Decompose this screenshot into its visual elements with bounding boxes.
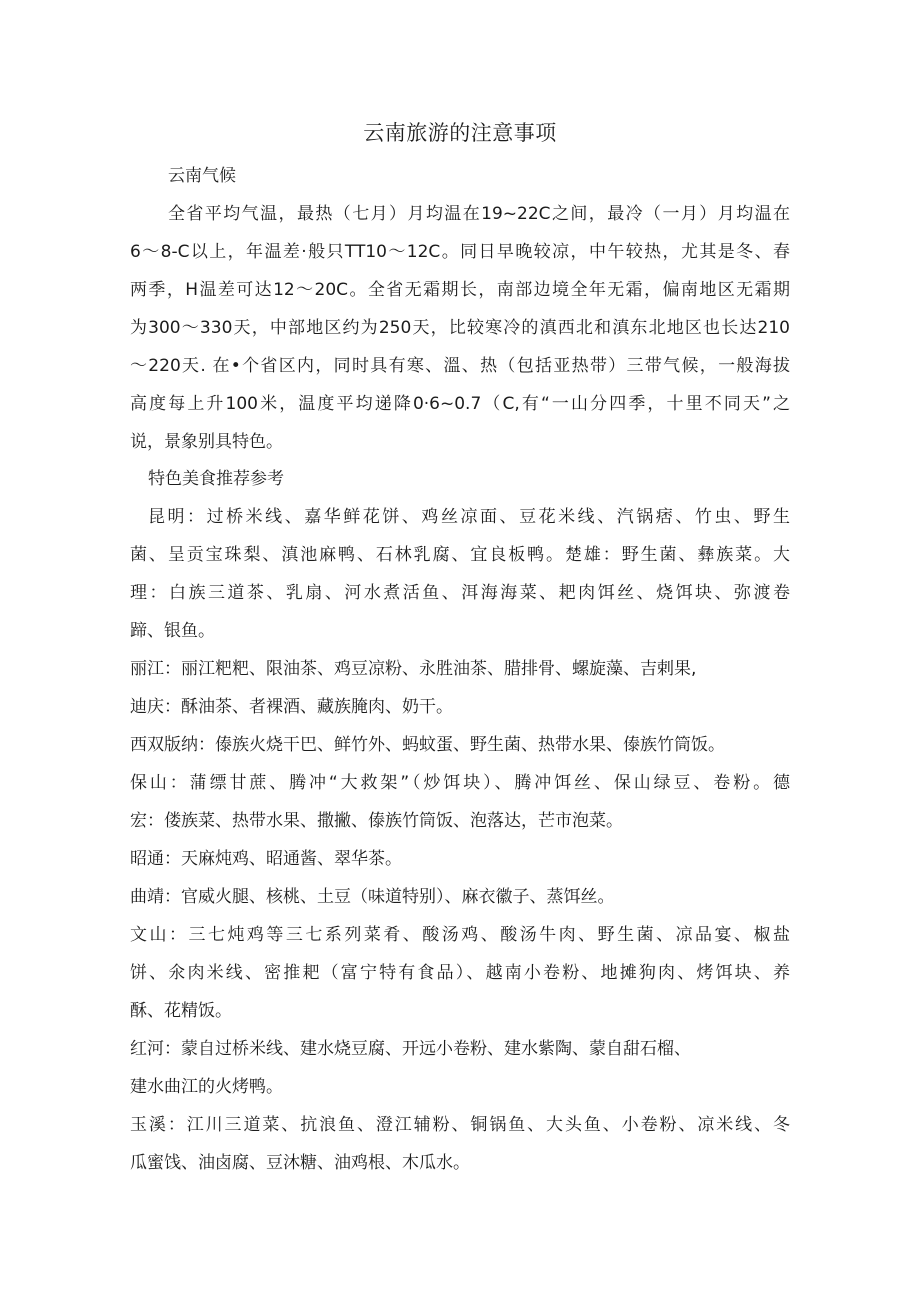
section-heading-food: 特色美食推荐参考 xyxy=(148,469,284,489)
food-list xyxy=(130,498,790,1182)
paragraph-line: 全省平均气温，最热（七月）月均温在19~22C之间，最冷（一月）月均温在 xyxy=(168,204,790,224)
document-title: 云南旅游的注意事项 xyxy=(363,121,557,145)
food-line: 酥、花精饭。 xyxy=(130,1001,232,1021)
food-line: 西双版纳：傣族火烧干巴、鲜竹外、蚂蚊蛋、野生菌、热带水果、傣族竹筒饭。 xyxy=(130,735,725,755)
food-line: 菌、呈贡宝珠梨、滇池麻鸭、石林乳腐、宜良板鸭。楚雄：野生菌、彝族菜。大 xyxy=(130,545,790,565)
paragraph-line: 6～8-C以上，年温差·般只TT10～12C。同日早晚较凉，中午较热，尤其是冬、春 xyxy=(130,242,790,262)
paragraph-line: ～220天. 在•个省区内，同时具有寒、溫、热（包括亚热带）三带气候，一般海拔 xyxy=(130,356,790,376)
food-line: 理：白族三道茶、乳扇、河水煮活鱼、洱海海菜、耙肉饵丝、烧饵块、弥渡卷 xyxy=(130,583,790,603)
food-line: 昆明：过桥米线、嘉华鲜花饼、鸡丝凉面、豆花米线、汽锅痞、竹虫、野生 xyxy=(148,507,790,527)
food-line: 饼、氽肉米线、密推耙（富宁特有食品）、越南小卷粉、地摊狗肉、烤饵块、养 xyxy=(130,963,790,983)
section-heading-climate: 云南气候 xyxy=(168,166,236,186)
food-line: 保山：蒲缥甘蔗、腾冲“大救架”（炒饵块）、腾冲饵丝、保山绿豆、卷粉。德 xyxy=(130,773,790,793)
food-line: 玉溪：江川三道菜、抗浪鱼、澄江辅粉、铜锅鱼、大头鱼、小卷粉、凉米线、冬 xyxy=(130,1115,790,1135)
food-line: 瓜蜜饯、油卤腐、豆沐糖、油鸡根、木瓜水。 xyxy=(130,1153,470,1173)
food-line: 宏：偻族菜、热带水果、撒撇、傣族竹筒饭、泡落达，芒市泡菜。 xyxy=(130,811,623,831)
food-line: 昭通：天麻炖鸡、昭通酱、翠华茶。 xyxy=(130,849,402,869)
climate-paragraph xyxy=(130,195,790,461)
paragraph-line: 高度每上升100米，温度平均递降0·6~0.7（C,有“一山分四季，十里不同天”之 xyxy=(130,394,790,414)
food-line: 迪庆：酥油茶、者裸酒、藏族腌肉、奶干。 xyxy=(130,697,453,717)
food-line: 红河：蒙自过桥米线、建水烧豆腐、开远小卷粉、建水紫陶、蒙自甜石榴、 xyxy=(130,1039,691,1059)
food-line: 蹄、银鱼。 xyxy=(130,621,215,641)
paragraph-line: 两季，H温差可达12～20C。全省无霜期长，南部边境全年无霜，偏南地区无霜期 xyxy=(130,280,790,300)
paragraph-line: 说，景象别具特色。 xyxy=(130,432,283,452)
food-line: 文山：三七炖鸡等三七系列菜肴、酸汤鸡、酸汤牛肉、野生菌、凉品宴、椒盐 xyxy=(130,925,790,945)
food-line: 曲靖：官威火腿、核桃、土豆（味道特别）、麻衣徽子、蒸饵丝。 xyxy=(130,887,615,907)
paragraph-line: 为300～330天，中部地区约为250天，比较寒冷的滇西北和滇东北地区也长达210 xyxy=(130,318,790,338)
food-line: 建水曲江的火烤鸭。 xyxy=(130,1077,283,1097)
food-line: 丽江：丽江粑粑、限油茶、鸡豆凉粉、永胜油茶、腊排骨、螺旋藻、吉剌果, xyxy=(130,659,697,679)
